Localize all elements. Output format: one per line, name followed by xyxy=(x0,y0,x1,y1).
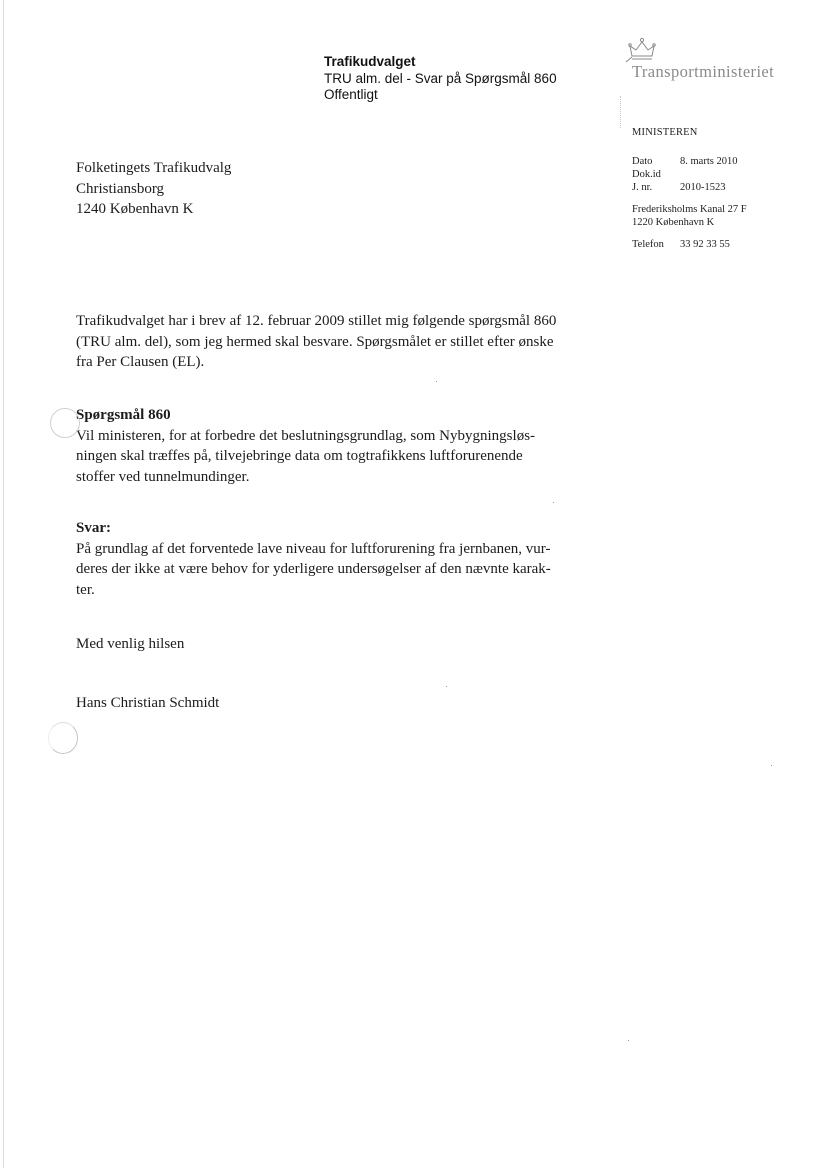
scan-speck xyxy=(771,765,772,766)
crown-icon xyxy=(624,36,660,64)
jnr-label: J. nr. xyxy=(632,182,653,193)
phone-label: Telefon xyxy=(632,239,664,250)
intro-paragraph xyxy=(76,311,596,373)
recipient-line-2: Christiansborg xyxy=(76,180,165,197)
ministry-logo xyxy=(620,36,820,96)
address-line-1: Frederiksholms Kanal 27 F xyxy=(632,204,747,215)
phone-value: 33 92 33 55 xyxy=(680,239,730,250)
closing-salutation: Med venlig hilsen xyxy=(76,636,185,652)
phone-row xyxy=(632,238,747,251)
dokid-row xyxy=(632,168,747,181)
question-heading: Spørgsmål 860 xyxy=(76,407,171,423)
intro-line-2: (TRU alm. del), som jeg hermed skal besvare. Spørgsmålet er stillet efter ønske xyxy=(76,333,554,350)
answer-heading: Svar: xyxy=(76,520,111,536)
signature-name: Hans Christian Schmidt xyxy=(76,695,220,711)
date-label: Dato xyxy=(632,156,653,167)
question-line-3: stoffer ved tunnelmundinger. xyxy=(76,468,250,485)
sender-title: MINISTEREN xyxy=(632,127,698,138)
question-line-2: ningen skal træffes på, tilvejebringe data om togtrafikkens luftforurenende xyxy=(76,448,523,464)
question-section xyxy=(76,405,596,487)
question-line-1: Vil ministeren, for at forbedre det beslutningsgrundlag, som Nybygningsløs- xyxy=(76,427,536,444)
jnr-row xyxy=(632,181,747,194)
recipient-line-1: Folketingets Trafikudvalg xyxy=(76,160,232,176)
date-value: 8. marts 2010 xyxy=(680,156,738,167)
intro-line-1: Trafikudvalget har i brev af 12. februar 2009 stillet mig følgende spørgsmål 860 xyxy=(76,313,557,329)
answer-line-3: ter. xyxy=(76,581,95,598)
stamp-committee: Trafikudvalget xyxy=(324,54,416,69)
scan-edge xyxy=(3,0,4,1168)
ministry-name: Transportministeriet xyxy=(632,62,775,81)
punch-hole xyxy=(48,722,78,754)
answer-line-1: På grundlag af det forventede lave niveau for luftforurening fra jernbanen, vur- xyxy=(76,540,551,557)
document-stamp xyxy=(324,54,557,104)
dokid-label: Dok.id xyxy=(632,169,661,180)
stamp-reference: TRU alm. del - Svar på Spørgsmål 860 xyxy=(324,70,557,86)
sender-block xyxy=(632,126,747,251)
scan-speck xyxy=(436,381,437,382)
scan-speck xyxy=(553,502,554,503)
intro-line-3: fra Per Clausen (EL). xyxy=(76,354,205,370)
recipient-address xyxy=(76,158,231,220)
scan-speck xyxy=(446,686,447,687)
scan-speck xyxy=(628,1040,629,1041)
jnr-value: 2010-1523 xyxy=(680,182,726,193)
recipient-line-3: 1240 København K xyxy=(76,201,194,217)
answer-line-2: deres der ikke at være behov for yderligere undersøgelser af den nævnte karak- xyxy=(76,561,551,577)
divider xyxy=(620,96,622,128)
date-row xyxy=(632,155,747,168)
stamp-status: Offentligt xyxy=(324,87,378,102)
punch-hole xyxy=(50,408,80,438)
address-line-2: 1220 København K xyxy=(632,217,715,228)
answer-section xyxy=(76,518,596,600)
